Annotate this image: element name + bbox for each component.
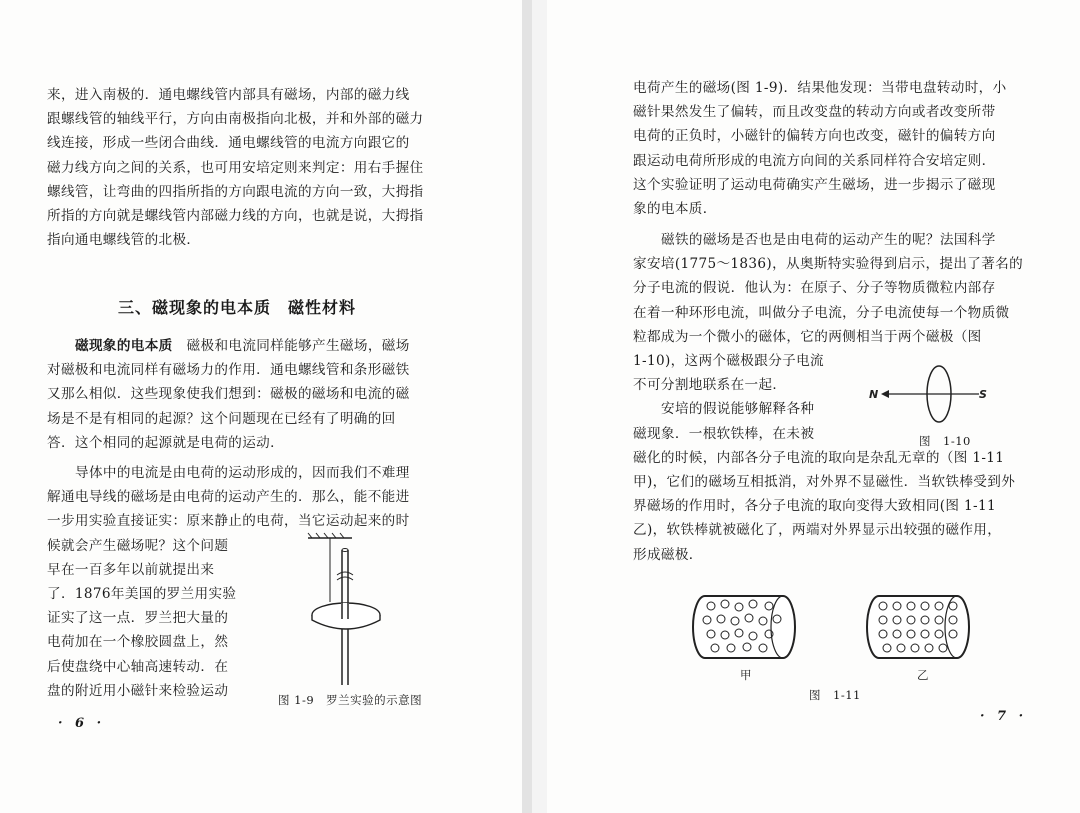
section-title: 三、磁现象的电本质 磁性材料: [118, 298, 357, 317]
rowland-experiment-figure: [300, 530, 420, 690]
figure-1-9-caption: 图 1-9 罗兰实验的示意图: [278, 693, 423, 707]
paragraph-ampere-hypothesis: 磁铁的磁场是否也是由电荷的运动产生的呢？法国科学 家安培(1775～1836)，从奥斯特实验得到启示，提出了著名的 分子电流的假说．他认为：在原子、分子等物质微粒内部存 在着一种环形电流，叫做分子电流，分子电流使每一个物质微 粒都成为一个微小的磁体，它的两侧相当于两个磁极（图 1-10)，这两个磁极跟分子电流 不可分割地联系在一起． 安培的假说能够解释各种 磁现象．一根软铁棒，在未被 磁化的时候，内部各分子电流的取向是杂乱无章的（图 1-11 甲)，它们的磁场互相抵消，对外界不显磁性．当软铁棒受到外 界磁场的作用时，各分子电流的取向变得大致相同(图 1-11 乙)，软铁棒就被磁化了，两端对外界显示出较强的磁作用， 形成磁极．: [633, 232, 1024, 563]
paragraph-solenoid: 来，进入南极的．通电螺线管内部具有磁场，内部的磁力线 跟螺线管的轴线平行，方向由南极指向北极，并和外部的磁力 线连接，形成一些闭合曲线．通电螺线管的电流方向跟它的 磁力线方向之间的关系，也可用安培定则来判定：用右手握住 螺线管，让弯曲的四指所指的方向跟电流的方向一致，大拇指 所指的方向就是螺线管内部磁力线的方向，也就是说，大拇指 指向通电螺线管的北极．: [47, 87, 424, 249]
page-number-right: · 7 ·: [980, 709, 1028, 724]
left-page: [0, 0, 522, 813]
book-spine: [522, 0, 532, 813]
soft-iron-figure: [689, 590, 989, 665]
right-page: [547, 0, 1080, 813]
paragraph-rowland: 导体中的电流是由电荷的运动形成的，因而我们不难理 解通电导线的磁场是由电荷的运动产生的．那么，能不能进 一步用实验直接证实：原来静止的电荷，当它运动起来的时 候就会产生磁场呢？这个问题 早在一百多年以前就提出来 了．1876年美国的罗兰用实验 证实了这一点．罗兰把大量的 电荷加在一个橡胶圆盘上，然 后使盘绕中心轴高速转动．在 盘的附近用小磁针来检验运动: [47, 465, 410, 699]
figure-1-11-label-b: 乙: [917, 668, 929, 682]
figure-1-10-caption: 图 1-10: [919, 434, 971, 448]
book-spine-shadow: [532, 0, 547, 813]
paragraph-electric-nature: 磁现象的电本质 磁极和电流同样能够产生磁场，磁场 对磁极和电流同样有磁场力的作用．通电螺线管和条形磁铁 又那么相似．这些现象使我们想到：磁极的磁场和电流的磁 场是不是有相同的起源？这个问题现在已经有了明确的回 答．这个相同的起源就是电荷的运动．: [47, 338, 410, 451]
figure-1-11-label-a: 甲: [740, 668, 752, 682]
term-electric-nature: 磁现象的电本质: [75, 338, 173, 354]
figure-1-11-caption: 图 1-11: [809, 688, 861, 702]
north-pole-label: N: [869, 388, 879, 401]
molecular-current-figure: [867, 360, 997, 430]
page-number-left: · 6 ·: [58, 716, 106, 731]
paragraph-rowland-result: 电荷产生的磁场(图 1-9)．结果他发现：当带电盘转动时，小 磁针果然发生了偏转，而且改变盘的转动方向或者改变所带 电荷的正负时，小磁针的偏转方向也改变，磁针的偏转方向 跟运动电荷所形成的电流方向间的关系同样符合安培定则． 这个实验证明了运动电荷确实产生磁场，进一步揭示了磁现 象的电本质．: [633, 80, 1007, 218]
south-pole-label: S: [979, 388, 987, 401]
